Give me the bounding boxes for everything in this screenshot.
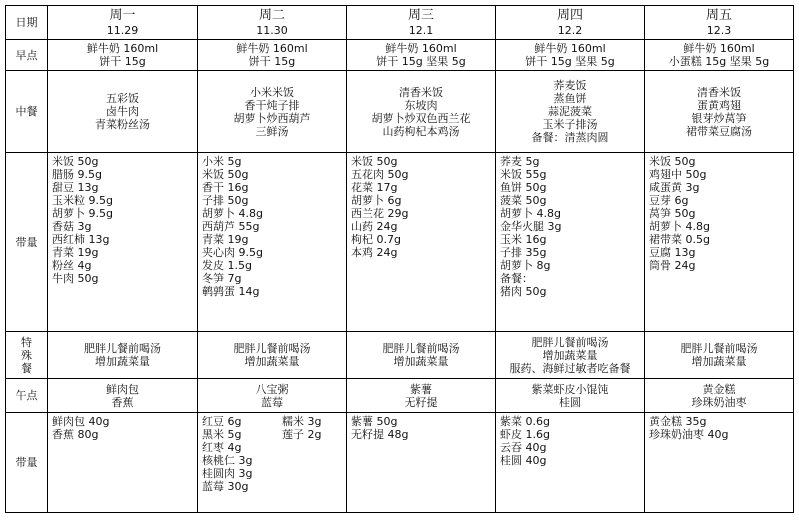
dish: 荞麦饭 — [553, 79, 587, 92]
snack-item: 蓝莓 — [261, 395, 283, 409]
row-label-special: 特 殊 餐 — [6, 332, 48, 379]
ingredient: 咸蛋黄 3g — [649, 181, 700, 194]
day-date: 12.1 — [408, 24, 434, 37]
special-cell — [496, 332, 645, 379]
portion-row — [6, 153, 794, 332]
snack-cell — [496, 379, 645, 413]
snack-portion-row — [6, 413, 794, 513]
special-cell — [48, 332, 198, 379]
ingredient: 胡萝卜 8g — [500, 259, 551, 272]
ingredient: 胡萝卜 9.5g — [52, 207, 113, 220]
snack-item: 珍珠奶油枣 — [691, 395, 747, 409]
ingredient: 核桃仁 3g — [202, 454, 253, 467]
day-date: 12.3 — [706, 24, 732, 37]
ingredient-columns — [202, 415, 346, 493]
dish: 胡萝卜炒双色西兰花 — [371, 111, 471, 125]
ingredient: 子排 50g — [202, 194, 249, 207]
snack-portion-cell — [347, 413, 496, 513]
snack-item: 黄金糕 — [702, 382, 736, 396]
ingredient: 粉丝 4g — [52, 259, 92, 272]
snack-portion-cell — [198, 413, 347, 513]
ingredient: 蓝莓 30g — [202, 480, 249, 493]
ingredient: 香干 16g — [202, 181, 249, 194]
note: 服药、海鲜过敏者吃备餐 — [509, 361, 631, 375]
ingredient: 冬笋 7g — [202, 272, 242, 285]
row-label-date: 日期 — [6, 6, 48, 40]
portion-cell — [347, 153, 496, 332]
note: 肥胖儿餐前喝汤 — [680, 342, 758, 355]
ingredient: 莲子 2g — [282, 428, 322, 441]
special-cell — [347, 332, 496, 379]
dish: 香干炖子排 — [244, 98, 300, 112]
snack-item: 紫菜虾皮小馄饨 — [531, 382, 609, 396]
day-name: 周一 — [109, 8, 136, 23]
ingredient: 米饭 50g — [649, 155, 696, 168]
ingredient: 胡萝卜 4.8g — [649, 220, 710, 233]
ingredient: 米饭 55g — [500, 168, 547, 181]
dish: 备餐：清蒸肉圆 — [531, 131, 609, 144]
ingredient: 本鸡 24g — [351, 246, 398, 259]
ingredient: 虾皮 1.6g — [500, 428, 550, 441]
ingredient: 米饭 50g — [52, 155, 99, 168]
ingredient: 猪肉 50g — [500, 285, 547, 298]
lunch-cell — [48, 71, 198, 153]
dish: 青菜粉丝汤 — [95, 118, 150, 131]
day-header-thu — [496, 6, 645, 40]
ingredient: 紫菜 0.6g — [500, 415, 550, 428]
special-cell — [645, 332, 794, 379]
snack-item: 鲜肉包 — [106, 382, 139, 396]
day-name: 周五 — [705, 8, 732, 23]
ingredient: 莴笋 50g — [649, 207, 696, 220]
snack-item: 香蕉 — [111, 395, 134, 409]
dish: 清香米饭 — [399, 85, 443, 99]
ingredient: 黑米 5g — [202, 428, 242, 441]
ingredient: 鸡翅中 50g — [649, 168, 707, 181]
lunch-cell — [496, 71, 645, 153]
dish: 胡萝卜炒西葫芦 — [233, 111, 311, 125]
ingredient: 西葫芦 55g — [202, 220, 260, 233]
portion-cell — [645, 153, 794, 332]
note: 增加蔬菜量 — [244, 355, 300, 368]
menu-item: 鲜牛奶 160ml — [683, 42, 755, 55]
snack-cell — [48, 379, 198, 413]
dish: 清香米饭 — [697, 85, 741, 99]
ingredient: 腊肠 9.5g — [52, 168, 102, 181]
menu-item: 饼干 15g 坚果 5g — [525, 55, 615, 68]
ingredient: 菠菜 50g — [500, 194, 547, 207]
ingredient: 红豆 6g — [202, 415, 242, 428]
day-name: 周三 — [407, 8, 434, 23]
dish: 蒸鱼饼 — [553, 92, 587, 105]
ingredient: 西兰花 29g — [351, 207, 409, 220]
breakfast-cell — [48, 40, 198, 71]
special-cell — [198, 332, 347, 379]
ingredient: 桂圆肉 3g — [202, 467, 253, 480]
ingredient: 云吞 40g — [500, 441, 547, 454]
row-label-snack: 午点 — [6, 379, 48, 413]
ingredient: 玉米粒 9.5g — [52, 194, 113, 207]
ingredient: 米饭 50g — [351, 155, 398, 168]
menu-item: 鲜牛奶 160ml — [385, 42, 457, 55]
menu-item: 饼干 15g — [99, 55, 146, 68]
ingredient-column-right — [282, 415, 321, 493]
ingredient: 玉米 16g — [500, 233, 547, 246]
snack-portion-cell — [496, 413, 645, 513]
breakfast-cell — [496, 40, 645, 71]
menu-item: 鲜牛奶 160ml — [534, 42, 606, 55]
dish: 三鲜汤 — [255, 124, 289, 138]
dish: 蒜泥菠菜 — [548, 105, 592, 118]
ingredient: 发皮 1.5g — [202, 259, 252, 272]
day-header-fri — [645, 6, 794, 40]
snack-item: 无籽提 — [404, 395, 438, 409]
snack-cell — [645, 379, 794, 413]
day-header-wed — [347, 6, 496, 40]
ingredient: 山药 24g — [351, 220, 398, 233]
ingredient: 荞麦 5g — [500, 155, 540, 168]
day-date: 11.30 — [256, 24, 288, 37]
lunch-cell — [347, 71, 496, 153]
lunch-row — [6, 71, 794, 153]
day-header-tue — [198, 6, 347, 40]
ingredient: 西红柿 13g — [52, 233, 110, 246]
header-row — [6, 6, 794, 40]
menu-item: 饼干 15g — [248, 55, 296, 68]
ingredient: 牛肉 50g — [52, 272, 99, 285]
ingredient: 子排 35g — [500, 246, 547, 259]
snack-cell — [347, 379, 496, 413]
dish: 东坡肉 — [404, 98, 438, 112]
snack-row — [6, 379, 794, 413]
ingredient: 枸杞 0.7g — [351, 233, 401, 246]
ingredient: 黄金糕 35g — [649, 415, 707, 428]
ingredient: 小米 5g — [202, 155, 242, 168]
menu-item: 小蛋糕 15g 坚果 5g — [668, 55, 770, 68]
menu-item: 鲜牛奶 160ml — [86, 42, 159, 55]
snack-portion-cell — [48, 413, 198, 513]
ingredient: 花菜 17g — [351, 181, 398, 194]
lunch-cell — [198, 71, 347, 153]
ingredient: 香菇 3g — [52, 220, 92, 233]
ingredient: 珍珠奶油枣 40g — [649, 428, 729, 441]
ingredient: 米饭 50g — [202, 168, 249, 181]
dish: 山药枸杞本鸡汤 — [382, 124, 460, 138]
note: 肥胖儿餐前喝汤 — [233, 342, 311, 355]
ingredient: 金华火腿 3g — [500, 220, 562, 233]
ingredient: 豆腐 13g — [649, 246, 696, 259]
weekly-menu-table — [5, 5, 794, 513]
row-label-snack-portion: 带量 — [6, 413, 48, 513]
ingredient: 裙带菜 0.5g — [649, 233, 710, 246]
note: 增加蔬菜量 — [691, 355, 747, 368]
snack-portion-cell — [645, 413, 794, 513]
note: 肥胖儿餐前喝汤 — [84, 342, 161, 355]
portion-cell — [496, 153, 645, 332]
breakfast-cell — [347, 40, 496, 71]
dish: 小米米饭 — [250, 85, 294, 99]
note: 增加蔬菜量 — [95, 355, 150, 368]
day-name: 周四 — [556, 8, 583, 23]
note: 肥胖儿餐前喝汤 — [531, 335, 609, 349]
day-name: 周二 — [258, 8, 285, 23]
ingredient: 夹心肉 9.5g — [202, 246, 263, 259]
row-label-breakfast: 早点 — [6, 40, 48, 71]
snack-cell — [198, 379, 347, 413]
dish: 卤牛肉 — [106, 105, 139, 118]
portion-cell — [198, 153, 347, 332]
ingredient: 鱼饼 50g — [500, 181, 547, 194]
ingredient: 胡萝卜 4.8g — [202, 207, 263, 220]
ingredient: 红枣 4g — [202, 441, 242, 454]
ingredient: 紫薯 50g — [351, 415, 398, 428]
snack-item: 八宝粥 — [255, 382, 289, 396]
snack-item: 紫薯 — [410, 382, 432, 396]
dish: 玉米子排汤 — [542, 118, 598, 131]
ingredient: 五花肉 50g — [351, 168, 409, 181]
ingredient: 备餐： — [500, 272, 533, 285]
note: 增加蔬菜量 — [393, 355, 449, 368]
ingredient: 桂圆 40g — [500, 454, 547, 467]
lunch-cell — [645, 71, 794, 153]
breakfast-cell — [645, 40, 794, 71]
note: 增加蔬菜量 — [542, 348, 598, 362]
dish: 五彩饭 — [106, 92, 139, 105]
menu-item: 鲜牛奶 160ml — [236, 42, 308, 55]
day-date: 11.29 — [106, 24, 139, 37]
ingredient: 无籽提 48g — [351, 428, 409, 441]
breakfast-cell — [198, 40, 347, 71]
ingredient: 胡萝卜 6g — [351, 194, 402, 207]
portion-cell — [48, 153, 198, 332]
ingredient: 糯米 3g — [282, 415, 322, 428]
ingredient: 豆芽 6g — [649, 194, 689, 207]
ingredient: 青菜 19g — [202, 233, 249, 246]
ingredient: 胡萝卜 4.8g — [500, 207, 561, 220]
day-date: 12.2 — [557, 24, 583, 37]
ingredient: 青菜 19g — [52, 246, 99, 259]
breakfast-row — [6, 40, 794, 71]
special-row — [6, 332, 794, 379]
dish: 蛋黄鸡翅 — [697, 98, 741, 112]
row-label-lunch: 中餐 — [6, 71, 48, 153]
day-header-mon — [48, 6, 198, 40]
ingredient: 鲜肉包 40g — [52, 415, 110, 428]
note: 肥胖儿餐前喝汤 — [382, 342, 460, 355]
ingredient: 甜豆 13g — [52, 181, 99, 194]
ingredient: 筒骨 24g — [649, 259, 696, 272]
dish: 裙带菜豆腐汤 — [686, 124, 752, 138]
menu-item: 饼干 15g 坚果 5g — [376, 55, 466, 68]
ingredient: 香蕉 80g — [52, 428, 99, 441]
snack-item: 桂圆 — [559, 395, 581, 409]
row-label-portion: 带量 — [6, 153, 48, 332]
ingredient-column-left — [202, 415, 282, 493]
ingredient: 鹌鹑蛋 14g — [202, 285, 260, 298]
dish: 银芽炒莴笋 — [691, 111, 747, 125]
